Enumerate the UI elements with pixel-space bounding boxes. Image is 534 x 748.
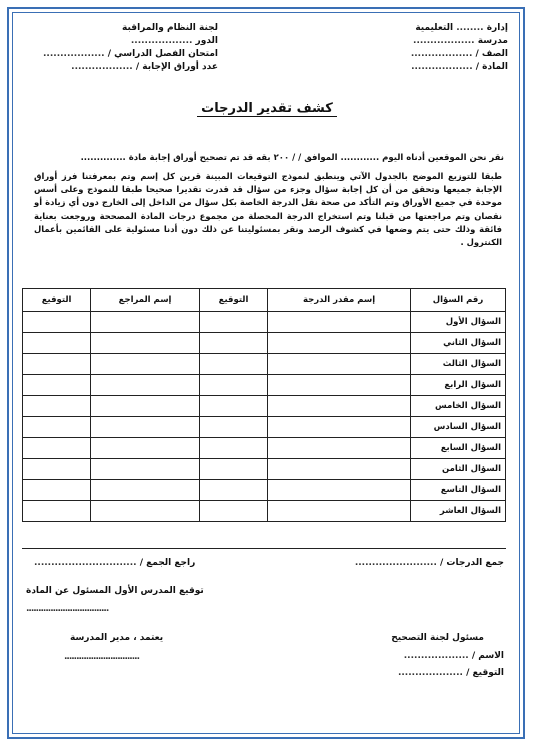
grader-signature-cell[interactable] xyxy=(199,375,267,396)
directorate-suffix: التعليمية xyxy=(415,23,454,33)
grader-name-cell[interactable] xyxy=(268,417,411,438)
reviewer-name-cell[interactable] xyxy=(91,438,200,459)
header-left xyxy=(28,22,218,74)
name-row xyxy=(404,651,504,661)
grader-name-cell[interactable] xyxy=(268,396,411,417)
question-label: السؤال الثاني xyxy=(411,333,506,354)
exam-term-label: امتحان الفصل الدراسي / xyxy=(107,49,218,59)
name-dots: ................... xyxy=(403,651,469,661)
table-row xyxy=(23,501,506,522)
header-grader-signature: التوقيع xyxy=(199,289,267,312)
footer-separator xyxy=(22,548,506,549)
reviewer-signature-cell[interactable] xyxy=(23,333,91,354)
page-title xyxy=(0,101,534,116)
header-grader-name: إسم مقدر الدرجة xyxy=(268,289,411,312)
total-label: جمع الدرجات / xyxy=(440,558,504,568)
approval-dots: ............................... xyxy=(64,652,139,662)
total-dots: ........................ xyxy=(354,558,437,568)
question-label: السؤال الخامس xyxy=(411,396,506,417)
table-row xyxy=(23,375,506,396)
directorate-label: إدارة xyxy=(486,23,508,33)
sign-row xyxy=(398,668,504,678)
reviewer-label: راجع الجمع / xyxy=(139,558,196,568)
header-reviewer-name: إسم المراجع xyxy=(91,289,200,312)
table-row xyxy=(23,480,506,501)
table-row xyxy=(23,459,506,480)
header-reviewer-signature: التوقيع xyxy=(23,289,91,312)
grader-name-cell[interactable] xyxy=(268,375,411,396)
committee-label: مسئول لجنة التصحيح xyxy=(391,633,484,643)
table-header-row xyxy=(23,289,506,312)
reviewer-signature-cell[interactable] xyxy=(23,396,91,417)
sign-label: التوقيع / xyxy=(466,668,504,678)
first-teacher-dots: .................................. xyxy=(26,604,109,614)
table-row xyxy=(23,333,506,354)
grader-signature-cell[interactable] xyxy=(199,354,267,375)
sign-dots: ................... xyxy=(397,668,463,678)
question-label: السؤال الثالث xyxy=(411,354,506,375)
header-question-number: رقم السؤال xyxy=(411,289,506,312)
reviewer-name-cell[interactable] xyxy=(91,312,200,333)
question-label: السؤال السابع xyxy=(411,438,506,459)
first-teacher-signature: توقيع المدرس الأول المسئول عن المادة xyxy=(26,586,204,596)
reviewer-signature-cell[interactable] xyxy=(23,417,91,438)
grader-name-cell[interactable] xyxy=(268,459,411,480)
reviewer-name-cell[interactable] xyxy=(91,354,200,375)
reviewer-name-cell[interactable] xyxy=(91,459,200,480)
reviewer-name-cell[interactable] xyxy=(91,417,200,438)
question-label: السؤال الأول xyxy=(411,312,506,333)
school-label: مدرسة xyxy=(477,36,508,46)
grade-dots: .................. xyxy=(410,49,473,59)
table-row xyxy=(23,312,506,333)
subject-label: المادة / xyxy=(475,62,508,72)
committee-title: لجنة النظام والمراقبة xyxy=(122,23,218,33)
grader-name-cell[interactable] xyxy=(268,312,411,333)
question-label: السؤال العاشر xyxy=(411,501,506,522)
grader-name-cell[interactable] xyxy=(268,354,411,375)
reviewer-name-cell[interactable] xyxy=(91,333,200,354)
declaration-paragraph: طبقا للتوزيع الموضح بالجدول الآتي وينطبق لنموذج التوقيعات المبينة قرين كل إسم وتم بمعرفتنا فرز أوراق الإجابة جميعها وتحقق من أن كل إجابة سؤال وجزء من سؤال قد قدرت تقديرا صحيحا طبقا للنموذج وعلى أسس موحدة في جميع الأوراق وتم التأكد من صحة نقل الدرجة الخاصة بكل سؤال من الداخل إلى الخارج دون أي زيادة أو نقصان وتم مراجعتها من قبلنا وتم استخراج الدرجة المحصلة من مجموع درجات المادة المصححة وروجعت بعناية فائقة وذلك حتى يتم وضعها في كشوف الرصد ونقر بمسئوليتنا عن ذلك دون أدنا مسئولية على القائمين بأعمال الكنترول . xyxy=(34,171,502,248)
reviewer-signature-cell[interactable] xyxy=(23,375,91,396)
page-title-text: كشف تقدير الدرجات xyxy=(197,101,337,117)
reviewer-signature-cell[interactable] xyxy=(23,459,91,480)
table-row xyxy=(23,396,506,417)
question-label: السؤال التاسع xyxy=(411,480,506,501)
grades-table xyxy=(22,288,506,522)
reviewer-signature-cell[interactable] xyxy=(23,312,91,333)
reviewer-name-cell[interactable] xyxy=(91,396,200,417)
grader-signature-cell[interactable] xyxy=(199,501,267,522)
grader-name-cell[interactable] xyxy=(268,501,411,522)
approval-label: يعتمد ، مدير المدرسة xyxy=(70,633,164,643)
table-row xyxy=(23,438,506,459)
name-label: الاسم / xyxy=(471,651,504,661)
reviewer-name-cell[interactable] xyxy=(91,480,200,501)
reviewer-name-cell[interactable] xyxy=(91,375,200,396)
grade-label: الصف / xyxy=(475,49,508,59)
reviewer-dots: .............................. xyxy=(34,558,137,568)
answer-sheets-dots: .................. xyxy=(71,62,133,72)
question-label: السؤال الثامن xyxy=(411,459,506,480)
question-label: السؤال الرابع xyxy=(411,375,506,396)
subject-dots: .................. xyxy=(411,62,473,72)
grader-signature-cell[interactable] xyxy=(199,417,267,438)
school-dots: .................. xyxy=(413,36,475,46)
grader-name-cell[interactable] xyxy=(268,438,411,459)
grader-signature-cell[interactable] xyxy=(199,459,267,480)
grader-signature-cell[interactable] xyxy=(199,480,267,501)
reviewer-signature-cell[interactable] xyxy=(23,501,91,522)
grader-name-cell[interactable] xyxy=(268,333,411,354)
grader-signature-cell[interactable] xyxy=(199,438,267,459)
question-label: السؤال السادس xyxy=(411,417,506,438)
total-row xyxy=(355,558,504,568)
grader-signature-cell[interactable] xyxy=(199,396,267,417)
directorate-dots: ........ xyxy=(456,23,484,33)
table-row xyxy=(23,354,506,375)
reviewer-signature-cell[interactable] xyxy=(23,480,91,501)
intro-line: نقر نحن الموقعين أدناه اليوم ............ الموافق / / ٢٠٠ بقه قد تم تصحيح أوراق إجابة مادة .............. xyxy=(80,153,504,163)
grader-signature-cell[interactable] xyxy=(199,312,267,333)
table-row xyxy=(23,417,506,438)
reviewer-signature-cell[interactable] xyxy=(23,438,91,459)
header-right xyxy=(411,22,508,74)
exam-term-dots: .................. xyxy=(43,49,105,59)
answer-sheets-label: عدد أوراق الإجابة / xyxy=(135,62,218,72)
grader-signature-cell[interactable] xyxy=(199,333,267,354)
reviewer-signature-cell[interactable] xyxy=(23,354,91,375)
reviewer-name-cell[interactable] xyxy=(91,501,200,522)
grader-name-cell[interactable] xyxy=(268,480,411,501)
reviewer-row xyxy=(34,558,195,568)
round-label: الدور xyxy=(195,36,218,46)
round-dots: .................. xyxy=(130,36,193,46)
